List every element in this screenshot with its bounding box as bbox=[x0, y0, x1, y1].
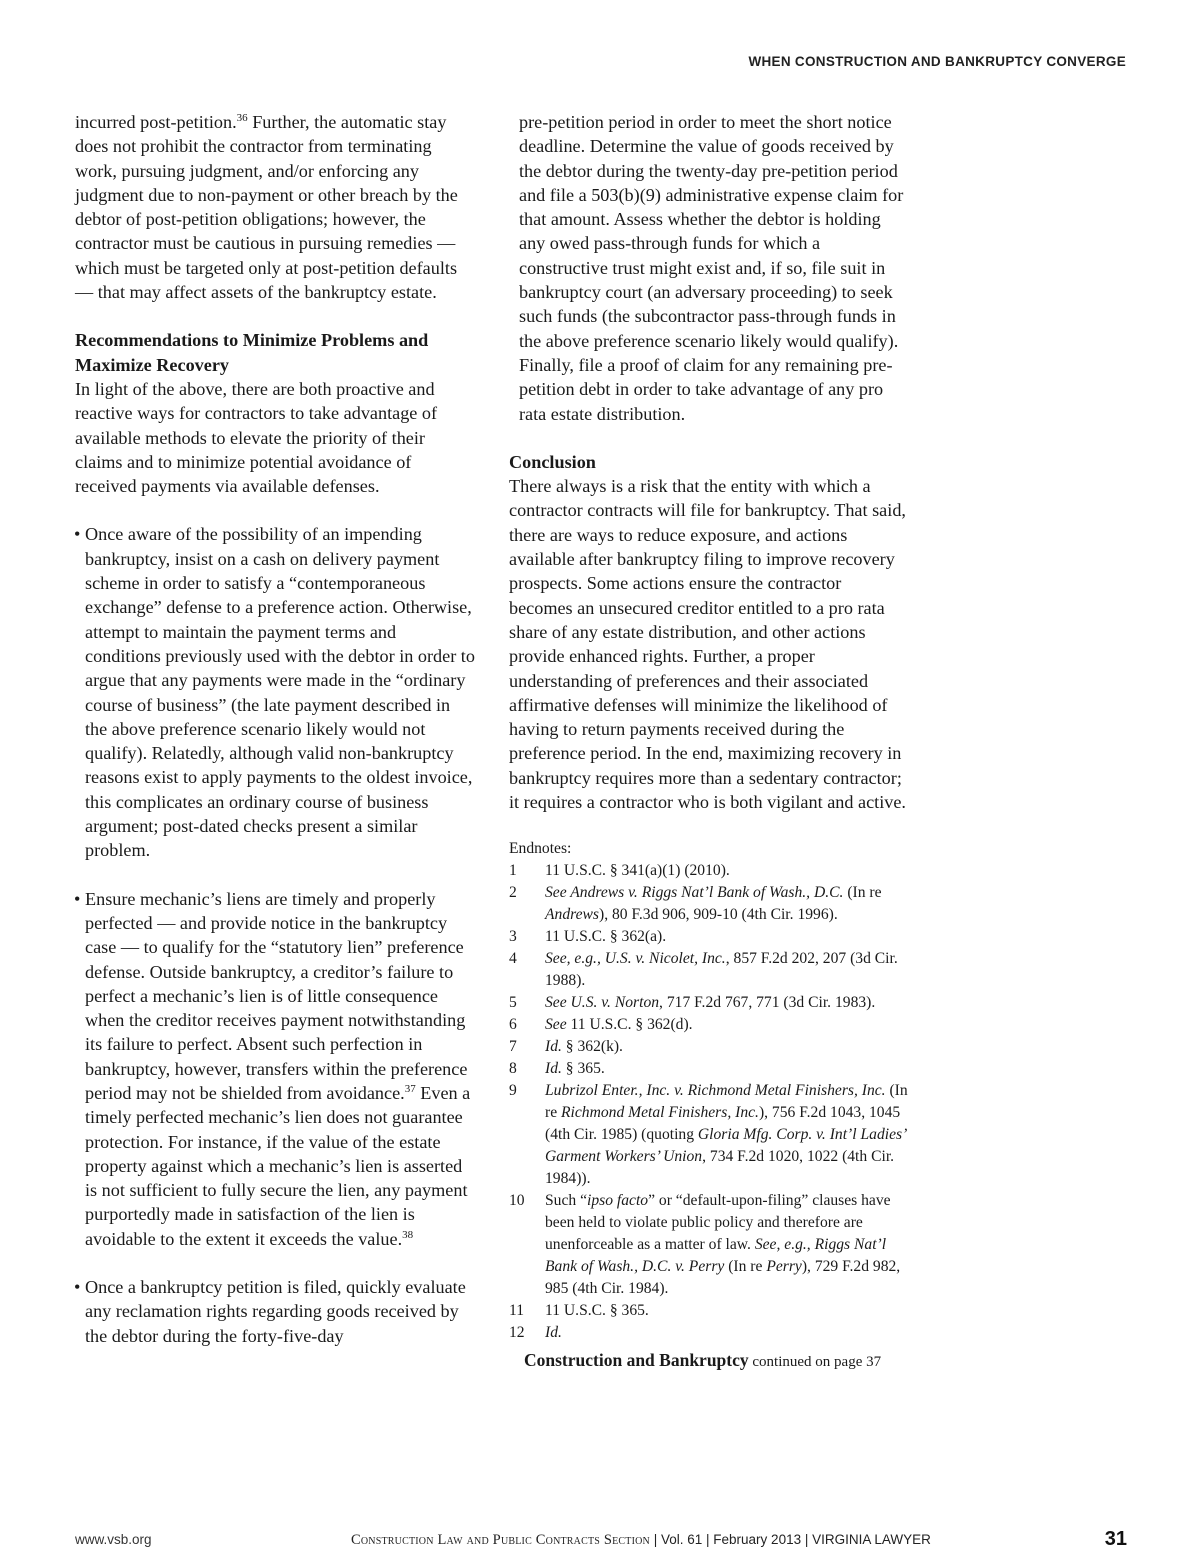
running-head: WHEN CONSTRUCTION AND BANKRUPTCY CONVERGE bbox=[748, 54, 1126, 69]
continued-on-link[interactable]: Construction and Bankruptcy continued on page 37 bbox=[524, 1350, 882, 1371]
endnote-7: 7 Id. § 362(k). bbox=[509, 1038, 623, 1056]
endnote-ref-36[interactable]: 36 bbox=[236, 111, 248, 124]
endnotes-title: Endnotes: bbox=[509, 840, 572, 858]
footer-publication-info: Construction Law and Public Contracts Section | Vol. 61 | February 2013 | VIRGINIA LAWYER bbox=[351, 1532, 931, 1548]
section-heading-recommendations: Recommendations to Minimize Problems and Maximize Recovery bbox=[75, 330, 429, 375]
endnote-9: 9 Lubrizol Enter., Inc. v. Richmond Metal Finishers, Inc. (In re Richmond Metal Finishers, Inc.), 756 F.2d 1043, 1045 (4th Cir. 1985) (quoting Gloria Mfg. Corp. v. Int’l Ladies’ Garment Workers’ Union, 734 F.2d 1020, 1022 (4th Cir. 1984)). bbox=[509, 1082, 908, 1188]
endnote-11: 11 11 U.S.C. § 365. bbox=[509, 1302, 649, 1320]
section-heading-conclusion: Conclusion bbox=[509, 451, 596, 472]
endnote-ref-37[interactable]: 37 bbox=[404, 1082, 416, 1095]
bullet-item-reclamation: • Once a bankruptcy petition is filed, quickly evaluate any reclamation rights regarding goods received by the debtor during the forty-five-day bbox=[75, 1275, 475, 1348]
endnote-5: 5 See U.S. v. Norton, 717 F.2d 767, 771 (3d Cir. 1983). bbox=[509, 994, 876, 1012]
paragraph-recommendations-intro: In light of the above, there are both proactive and reactive ways for contractors to take advantage of available methods to elevate the priority of their claims and to minimize potential avoidance of received payments via available defenses. bbox=[75, 378, 438, 497]
paragraph-pre-petition: pre-petition period in order to meet the short notice deadline. Determine the value of goods received by the debtor during the twenty-day pre-petition period and file a 503(b)(9) administrative expense claim for that amount. Assess whether the debtor is holding any owed pass-through funds for which a constructive trust might exist and, if so, file suit in bankruptcy court (an adversary proceeding) to seek such funds (the subcontractor pass-through funds in the above preference scenario likely would qualify). Finally, file a proof of claim for any remaining pre-petition debt in order to take advantage of any pro rata estate distribution. bbox=[519, 112, 904, 424]
page-footer bbox=[75, 1530, 1127, 1552]
bullet-item-cash-on-delivery: • Once aware of the possibility of an impending bankruptcy, insist on a cash on delivery payment scheme in order to satisfy a “contemporaneous exchange” defense to a preference action. Otherwise, attempt to maintain the payment terms and conditions previously used with the debtor in order to argue that any payments were made in the “ordinary course of business” (the late payment described in the above preference scenario likely would not qualify). Relatedly, although valid non-bankruptcy reasons exist to apply payments to the oldest invoice, this complicates an ordinary course of business argument; post-dated checks present a similar problem. bbox=[75, 522, 475, 862]
endnote-2: 2 See Andrews v. Riggs Nat’l Bank of Wash., D.C. (In re Andrews), 80 F.3d 906, 909-10 (4th Cir. 1996). bbox=[509, 884, 882, 924]
bullet-item-mechanics-liens: • Ensure mechanic’s liens are timely and properly perfected — and provide notice in the bankruptcy case — to qualify for the “statutory lien” preference defense. Outside bankruptcy, a creditor’s failure to perfect a mechanic’s lien is of little consequence when the creditor receives payment notwithstanding its failure to perfect. Absent such perfection in bankruptcy, however, transfers within the preference period may not be shielded from avoidance.$^{37}$ Even a timely perfected mechanic’s lien does not guarantee protection. For instance, if the value of the estate property against which a mechanic’s lien is asserted is not sufficient to fully secure the lien, any payment purportedly made in satisfaction of the lien is avoidable to the extent it exceeds the value.$^{38}$ bbox=[75, 887, 475, 1251]
endnote-12: 12 Id. bbox=[509, 1324, 562, 1342]
endnote-ref-38[interactable]: 38 bbox=[402, 1228, 414, 1241]
endnotes bbox=[509, 838, 909, 1344]
endnote-3: 3 11 U.S.C. § 362(a). bbox=[509, 928, 667, 946]
right-column bbox=[509, 110, 909, 1375]
page-number: 31 bbox=[1104, 1528, 1127, 1550]
paragraph-conclusion: There always is a risk that the entity with which a contractor contracts will file for bankruptcy. That said, there are ways to reduce exposure, and actions available after bankruptcy filing to improve recovery prospects. Some actions ensure the contractor becomes an unsecured creditor entitled to a pro rata share of any estate distribution, and other actions provide enhanced rights. Further, a proper understanding of preferences and their associated affirmative defenses will minimize the likelihood of having to return payments received during the preference period. In the end, maximizing recovery in bankruptcy requires more than a sedentary contractor; it requires a contractor who is both vigilant and active. bbox=[509, 476, 906, 813]
endnote-8: 8 Id. § 365. bbox=[509, 1060, 605, 1078]
footer-website-link[interactable]: www.vsb.org bbox=[75, 1532, 152, 1547]
left-column bbox=[75, 110, 475, 1348]
endnote-10: 10 Such “ipso facto” or “default-upon-filing” clauses have been held to violate public policy and therefore are unenforceable as a matter of law. See, e.g., Riggs Nat’l Bank of Wash., D.C. v. Perry (In re Perry), 729 F.2d 982, 985 (4th Cir. 1984). bbox=[509, 1192, 901, 1298]
endnote-6: 6 See 11 U.S.C. § 362(d). bbox=[509, 1016, 693, 1034]
endnote-1: 1 11 U.S.C. § 341(a)(1) (2010). bbox=[509, 862, 730, 880]
endnote-4: 4 See, e.g., U.S. v. Nicolet, Inc., 857 F.2d 202, 207 (3d Cir. 1988). bbox=[509, 950, 898, 990]
paragraph-post-petition: incurred post-petition.$^{36}$ Further, the automatic stay does not prohibit the contractor from terminating work, pursuing judgment, and/or enforcing any judgment due to non-payment or other breach by the debtor of post-petition obligations; however, the contractor must be cautious in pursuing remedies — which must be targeted only at post-petition defaults — that may affect assets of the bankruptcy estate. bbox=[75, 111, 458, 303]
